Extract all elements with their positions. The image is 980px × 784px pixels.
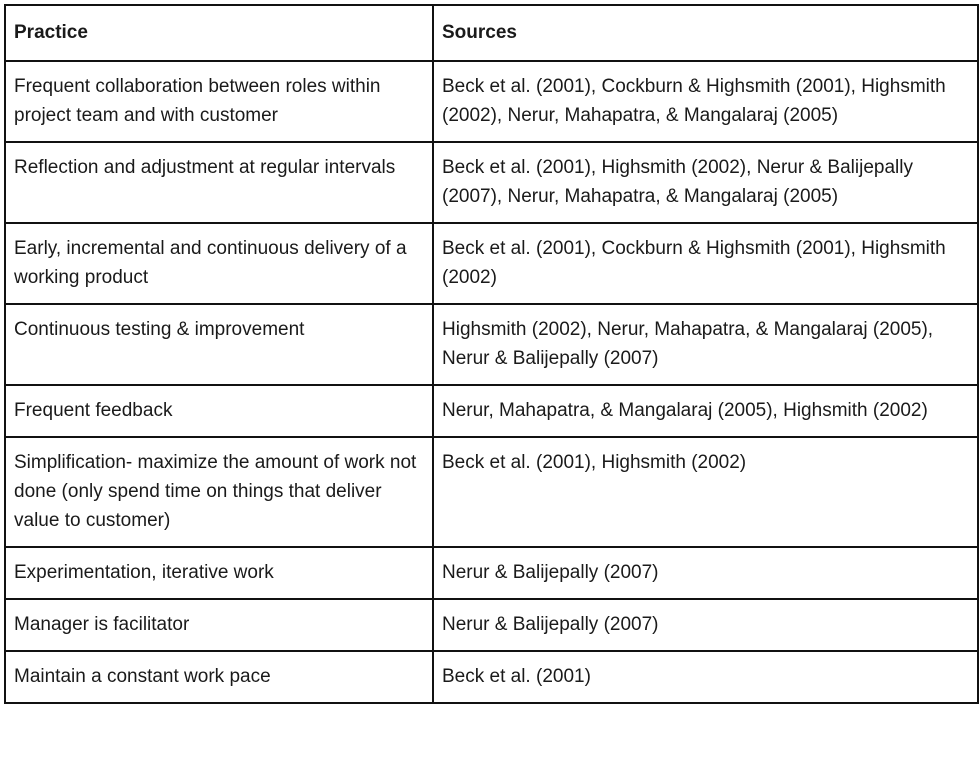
practice-cell: Experimentation, iterative work — [5, 547, 433, 599]
table-row — [5, 651, 978, 703]
table-row — [5, 547, 978, 599]
practices-table — [4, 4, 979, 704]
header-practice: Practice — [5, 5, 433, 61]
practice-cell: Simplification- maximize the amount of work not done (only spend time on things that deliver value to customer) — [5, 437, 433, 547]
sources-cell: Beck et al. (2001), Cockburn & Highsmith (2001), Highsmith (2002), Nerur, Mahapatra, & Mangalaraj (2005) — [433, 61, 978, 142]
sources-cell: Nerur & Balijepally (2007) — [433, 599, 978, 651]
sources-cell: Nerur, Mahapatra, & Mangalaraj (2005), Highsmith (2002) — [433, 385, 978, 437]
practice-cell: Reflection and adjustment at regular intervals — [5, 142, 433, 223]
sources-cell: Nerur & Balijepally (2007) — [433, 547, 978, 599]
table-row — [5, 599, 978, 651]
practice-cell: Manager is facilitator — [5, 599, 433, 651]
practice-cell: Frequent collaboration between roles within project team and with customer — [5, 61, 433, 142]
practice-cell: Continuous testing & improvement — [5, 304, 433, 385]
table-row — [5, 142, 978, 223]
table-row — [5, 61, 978, 142]
sources-cell: Beck et al. (2001), Highsmith (2002) — [433, 437, 978, 547]
table-row — [5, 223, 978, 304]
sources-cell: Beck et al. (2001), Cockburn & Highsmith (2001), Highsmith (2002) — [433, 223, 978, 304]
sources-cell: Beck et al. (2001) — [433, 651, 978, 703]
sources-cell: Highsmith (2002), Nerur, Mahapatra, & Mangalaraj (2005), Nerur & Balijepally (2007) — [433, 304, 978, 385]
table-row — [5, 437, 978, 547]
sources-cell: Beck et al. (2001), Highsmith (2002), Nerur & Balijepally (2007), Nerur, Mahapatra, & Mangalaraj (2005) — [433, 142, 978, 223]
practice-cell: Frequent feedback — [5, 385, 433, 437]
table-row — [5, 385, 978, 437]
header-sources: Sources — [433, 5, 978, 61]
table-row — [5, 304, 978, 385]
practice-cell: Early, incremental and continuous delivery of a working product — [5, 223, 433, 304]
header-row — [5, 5, 978, 61]
practice-cell: Maintain a constant work pace — [5, 651, 433, 703]
